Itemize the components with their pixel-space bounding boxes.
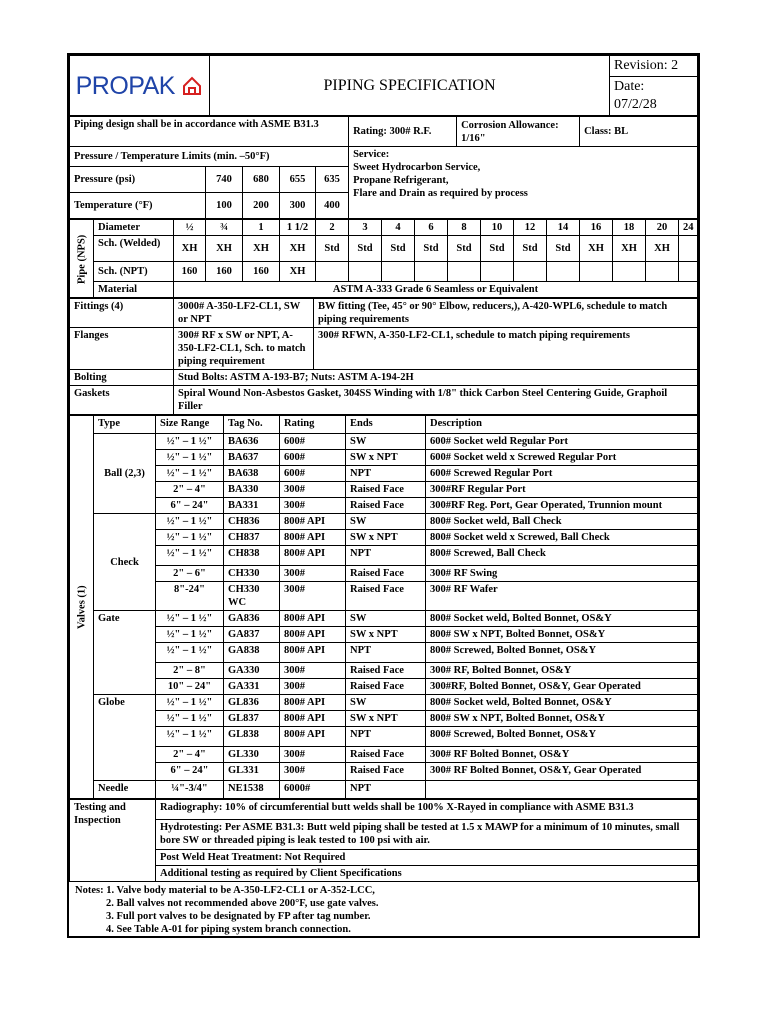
pipe-sch-welded: Std — [349, 236, 382, 262]
valve-ends: Raised Face — [346, 566, 426, 582]
valve-rating: 300# — [280, 747, 346, 763]
valve-tag: BA636 — [224, 434, 280, 450]
valve-row — [70, 582, 698, 611]
fittings-socket: 3000# A-350-LF2-CL1, SW or NPT — [174, 299, 314, 328]
valve-row — [70, 482, 698, 498]
valve-size: ½" – 1 ½" — [156, 695, 224, 711]
valve-description: 300# RF Swing — [426, 566, 698, 582]
valve-row — [70, 546, 698, 566]
valve-description: 800# Socket weld, Ball Check — [426, 514, 698, 530]
valve-ends: NPT — [346, 466, 426, 482]
valve-description: 800# SW x NPT, Bolted Bonnet, OS&Y — [426, 711, 698, 727]
valve-row — [70, 434, 698, 450]
valve-row — [70, 514, 698, 530]
material-label: Material — [94, 282, 174, 298]
pipe-diameter: ½ — [174, 220, 206, 236]
gaskets-value: Spiral Wound Non-Asbestos Gasket, 304SS Winding with 1/8" thick Carbon Steel Centering Guide, Graphoil Filler — [174, 386, 698, 415]
valve-rating: 300# — [280, 663, 346, 679]
valve-description — [426, 781, 698, 799]
testing-item: Additional testing as required by Client Specifications — [156, 866, 698, 882]
valve-ends: Raised Face — [346, 482, 426, 498]
valve-description: 800# Screwed, Ball Check — [426, 546, 698, 566]
valve-tag: GL837 — [224, 711, 280, 727]
pipe-sch-welded: XH — [613, 236, 646, 262]
pressure-value: 655 — [280, 167, 316, 193]
pipe-sch-welded: Std — [316, 236, 349, 262]
logo-text: PROPAK — [75, 71, 175, 100]
valve-description: 300# RF Bolted Bonnet, OS&Y, Gear Operated — [426, 763, 698, 781]
valve-tag: BA638 — [224, 466, 280, 482]
pipe-diameter: 6 — [415, 220, 448, 236]
valve-tag: BA637 — [224, 450, 280, 466]
valve-ends: Raised Face — [346, 679, 426, 695]
valve-type: Globe — [94, 695, 156, 781]
pipe-sch-welded: XH — [174, 236, 206, 262]
valve-row — [70, 530, 698, 546]
pipe-sch-npt — [382, 262, 415, 282]
pipe-sch-welded: Std — [547, 236, 580, 262]
material-value: ASTM A-333 Grade 6 Seamless or Equivalent — [174, 282, 698, 298]
pipe-diameter: 12 — [514, 220, 547, 236]
valve-description: 600# Socket weld x Screwed Regular Port — [426, 450, 698, 466]
valve-row — [70, 627, 698, 643]
valve-rating: 800# API — [280, 727, 346, 747]
pressure-value: 740 — [206, 167, 243, 193]
valve-ends: Raised Face — [346, 663, 426, 679]
valve-description: 800# Socket weld x Screwed, Ball Check — [426, 530, 698, 546]
valve-ends: NPT — [346, 781, 426, 799]
design-note: Piping design shall be in accordance with ASME B31.3 — [70, 117, 349, 147]
valve-description: 800# Screwed, Bolted Bonnet, OS&Y — [426, 727, 698, 747]
valve-description: 800# Socket weld, Bolted Bonnet, OS&Y — [426, 611, 698, 627]
pipe-diameter: 1 1/2 — [280, 220, 316, 236]
temperature-value: 400 — [316, 193, 349, 219]
pipe-diameter: 16 — [580, 220, 613, 236]
valve-type: Ball (2,3) — [94, 434, 156, 514]
gaskets-label: Gaskets — [70, 386, 174, 415]
testing-item: Post Weld Heat Treatment: Not Required — [156, 850, 698, 866]
valve-size: ½" – 1 ½" — [156, 466, 224, 482]
valve-rating: 800# API — [280, 514, 346, 530]
valves-header: Description — [426, 416, 698, 434]
pipe-sch-welded: XH — [580, 236, 613, 262]
valve-row — [70, 711, 698, 727]
pipe-sch-welded: Std — [481, 236, 514, 262]
temperature-value: 100 — [206, 193, 243, 219]
valve-tag: GA330 — [224, 663, 280, 679]
valve-ends: SW x NPT — [346, 627, 426, 643]
pipe-diameter: 1 — [243, 220, 280, 236]
pipe-sch-npt — [349, 262, 382, 282]
temperature-label: Temperature (°F) — [70, 193, 206, 219]
valve-ends: SW x NPT — [346, 450, 426, 466]
valve-size: ½" – 1 ½" — [156, 434, 224, 450]
pipe-sch-npt: 160 — [206, 262, 243, 282]
pipe-diameter: 20 — [646, 220, 679, 236]
valve-size: ½" – 1 ½" — [156, 514, 224, 530]
company-logo — [70, 56, 210, 116]
valve-description: 600# Socket weld Regular Port — [426, 434, 698, 450]
pipe-sch-welded: XH — [243, 236, 280, 262]
pipe-sch-npt — [316, 262, 349, 282]
testing-label: Testing and Inspection — [70, 800, 156, 882]
valve-row — [70, 781, 698, 799]
valve-size: ½" – 1 ½" — [156, 643, 224, 663]
valve-size: 2" – 8" — [156, 663, 224, 679]
spec-sheet — [67, 53, 700, 938]
valve-size: 10" – 24" — [156, 679, 224, 695]
valve-tag: CH837 — [224, 530, 280, 546]
valve-description: 300# RF Bolted Bonnet, OS&Y — [426, 747, 698, 763]
bolting-value: Stud Bolts: ASTM A-193-B7; Nuts: ASTM A-194-2H — [174, 370, 698, 386]
valve-ends: SW — [346, 695, 426, 711]
valve-size: ½" – 1 ½" — [156, 530, 224, 546]
pt-limits: Pressure / Temperature Limits (min. –50°F) — [70, 147, 349, 167]
valve-size: ½" – 1 ½" — [156, 546, 224, 566]
valve-row — [70, 466, 698, 482]
valves-header: Type — [94, 416, 156, 434]
valve-description: 600# Screwed Regular Port — [426, 466, 698, 482]
valve-size: 6" – 24" — [156, 498, 224, 514]
notes — [69, 882, 698, 938]
valve-row — [70, 663, 698, 679]
revision: Revision: 2 — [610, 56, 698, 77]
valve-description: 300#RF Reg. Port, Gear Operated, Trunnion mount — [426, 498, 698, 514]
valve-description: 300#RF Regular Port — [426, 482, 698, 498]
flanges-wn: 300# RFWN, A-350-LF2-CL1, schedule to match piping requirements — [314, 328, 698, 370]
valve-tag: GL836 — [224, 695, 280, 711]
valve-tag: BA331 — [224, 498, 280, 514]
valve-row — [70, 566, 698, 582]
valve-ends: SW — [346, 611, 426, 627]
valve-row — [70, 763, 698, 781]
valve-rating: 300# — [280, 582, 346, 611]
pipe-sch-welded: Std — [415, 236, 448, 262]
temperature-value: 200 — [243, 193, 280, 219]
note-line: 2. Ball valves not recommended above 200°F, use gate valves. — [106, 898, 379, 909]
note-line: Notes: 1. Valve body material to be A-350-LF2-CL1 or A-352-LCC, — [75, 885, 375, 896]
pipe-sch-npt — [448, 262, 481, 282]
valve-rating: 600# — [280, 466, 346, 482]
valve-tag: BA330 — [224, 482, 280, 498]
valve-tag: GL838 — [224, 727, 280, 747]
valves-header: Size Range — [156, 416, 224, 434]
pipe-sch-npt: XH — [280, 262, 316, 282]
pipe-sch-npt — [613, 262, 646, 282]
service-label: Service: — [353, 149, 390, 160]
service — [349, 147, 698, 219]
rating: Rating: 300# R.F. — [349, 117, 457, 147]
pipe-diameter: 10 — [481, 220, 514, 236]
note-line: 4. See Table A-01 for piping system branch connection. — [106, 924, 351, 935]
pipe-diameter: 3 — [349, 220, 382, 236]
pipe-sch-welded: XH — [280, 236, 316, 262]
class: Class: BL — [580, 117, 698, 147]
pressure-value: 635 — [316, 167, 349, 193]
valve-tag: GA837 — [224, 627, 280, 643]
bolting-label: Bolting — [70, 370, 174, 386]
fittings-bw: BW fitting (Tee, 45° or 90° Elbow, reducers,), A-420-WPL6, schedule to match piping requirements — [314, 299, 698, 328]
valve-size: ½" – 1 ½" — [156, 627, 224, 643]
valve-rating: 300# — [280, 679, 346, 695]
valves-group-label: Valves (1) — [70, 416, 94, 799]
pipe-sch-welded: Std — [448, 236, 481, 262]
valves-header: Ends — [346, 416, 426, 434]
valve-type: Check — [94, 514, 156, 611]
valve-rating: 300# — [280, 498, 346, 514]
valves-table — [69, 415, 698, 799]
pipe-diameter: 24 — [679, 220, 698, 236]
valve-size: ¼"-3/4" — [156, 781, 224, 799]
pressure-value: 680 — [243, 167, 280, 193]
valve-tag: GA331 — [224, 679, 280, 695]
diameter-label: Diameter — [94, 220, 174, 236]
date-label: Date: — [614, 79, 645, 94]
pipe-table — [69, 219, 698, 298]
valve-row — [70, 727, 698, 747]
valve-description: 300#RF, Bolted Bonnet, OS&Y, Gear Operated — [426, 679, 698, 695]
note-line: 3. Full port valves to be designated by FP after tag number. — [106, 911, 371, 922]
valve-size: ½" – 1 ½" — [156, 727, 224, 747]
valve-size: ½" – 1 ½" — [156, 450, 224, 466]
valve-rating: 800# API — [280, 643, 346, 663]
pipe-sch-npt — [415, 262, 448, 282]
info-table — [69, 116, 698, 219]
valve-ends: SW x NPT — [346, 530, 426, 546]
valve-ends: Raised Face — [346, 747, 426, 763]
pipe-sch-welded — [679, 236, 698, 262]
valve-description: 800# SW x NPT, Bolted Bonnet, OS&Y — [426, 627, 698, 643]
valve-size: 2" – 4" — [156, 482, 224, 498]
valve-row — [70, 611, 698, 627]
valve-row — [70, 679, 698, 695]
valve-size: 6" – 24" — [156, 763, 224, 781]
logo-icon — [181, 75, 203, 97]
pipe-diameter: 14 — [547, 220, 580, 236]
valve-row — [70, 450, 698, 466]
valve-rating: 300# — [280, 566, 346, 582]
pipe-sch-npt: 160 — [174, 262, 206, 282]
date-value: 07/2/28 — [614, 97, 657, 112]
valve-ends: Raised Face — [346, 582, 426, 611]
components-table — [69, 298, 698, 415]
valve-rating: 800# API — [280, 546, 346, 566]
pipe-sch-npt — [679, 262, 698, 282]
valve-ends: SW — [346, 434, 426, 450]
valve-type: Gate — [94, 611, 156, 695]
pressure-label: Pressure (psi) — [70, 167, 206, 193]
pipe-sch-npt — [481, 262, 514, 282]
testing-table — [69, 799, 698, 882]
pipe-group-label: Pipe (NPS) — [70, 220, 94, 298]
valve-rating: 800# API — [280, 627, 346, 643]
valve-description: 300# RF, Bolted Bonnet, OS&Y — [426, 663, 698, 679]
valve-tag: CH330 — [224, 566, 280, 582]
date-cell — [610, 77, 698, 116]
valve-ends: NPT — [346, 643, 426, 663]
valve-row — [70, 643, 698, 663]
pipe-sch-welded: Std — [382, 236, 415, 262]
valve-ends: Raised Face — [346, 498, 426, 514]
valve-description: 300# RF Wafer — [426, 582, 698, 611]
valve-row — [70, 747, 698, 763]
service-line: Flare and Drain as required by process — [353, 188, 528, 199]
valve-rating: 300# — [280, 763, 346, 781]
valve-size: 2" – 6" — [156, 566, 224, 582]
flanges-socket: 300# RF x SW or NPT, A-350-LF2-CL1, Sch. to match piping requirement — [174, 328, 314, 370]
document-title: PIPING SPECIFICATION — [210, 56, 610, 116]
pipe-diameter: 2 — [316, 220, 349, 236]
testing-item: Radiography: 10% of circumferential butt welds shall be 100% X-Rayed in compliance with ASME B31.3 — [156, 800, 698, 820]
valve-type: Needle — [94, 781, 156, 799]
valve-size: 8"-24" — [156, 582, 224, 611]
header-table — [69, 55, 698, 116]
valve-tag: CH836 — [224, 514, 280, 530]
valve-ends: SW — [346, 514, 426, 530]
pipe-sch-welded: Std — [514, 236, 547, 262]
valve-rating: 600# — [280, 434, 346, 450]
valve-rating: 800# API — [280, 711, 346, 727]
valve-rating: 6000# — [280, 781, 346, 799]
pipe-diameter: 18 — [613, 220, 646, 236]
valve-tag: CH838 — [224, 546, 280, 566]
flanges-label: Flanges — [70, 328, 174, 370]
valve-description: 800# Screwed, Bolted Bonnet, OS&Y — [426, 643, 698, 663]
valve-rating: 800# API — [280, 611, 346, 627]
valve-tag: GA836 — [224, 611, 280, 627]
valve-rating: 800# API — [280, 695, 346, 711]
pipe-sch-npt — [646, 262, 679, 282]
pipe-sch-welded: XH — [646, 236, 679, 262]
valve-size: ½" – 1 ½" — [156, 611, 224, 627]
valves-header: Rating — [280, 416, 346, 434]
pipe-sch-npt — [547, 262, 580, 282]
valve-rating: 600# — [280, 450, 346, 466]
valve-tag: GL331 — [224, 763, 280, 781]
pipe-sch-npt — [580, 262, 613, 282]
valve-row — [70, 498, 698, 514]
valve-ends: Raised Face — [346, 763, 426, 781]
pipe-sch-welded: XH — [206, 236, 243, 262]
service-line: Sweet Hydrocarbon Service, — [353, 162, 481, 173]
valve-size: 2" – 4" — [156, 747, 224, 763]
valve-description: 800# Socket weld, Bolted Bonnet, OS&Y — [426, 695, 698, 711]
valve-tag: GL330 — [224, 747, 280, 763]
valves-header: Tag No. — [224, 416, 280, 434]
pipe-diameter: ¾ — [206, 220, 243, 236]
valve-ends: SW x NPT — [346, 711, 426, 727]
pipe-sch-npt — [514, 262, 547, 282]
pipe-diameter: 8 — [448, 220, 481, 236]
valve-tag: NE1538 — [224, 781, 280, 799]
valve-row — [70, 695, 698, 711]
valve-size: ½" – 1 ½" — [156, 711, 224, 727]
valve-ends: NPT — [346, 727, 426, 747]
valve-tag: CH330 WC — [224, 582, 280, 611]
corrosion-allowance: Corrosion Allowance: 1/16" — [457, 117, 580, 147]
valve-rating: 800# API — [280, 530, 346, 546]
temperature-value: 300 — [280, 193, 316, 219]
testing-item: Hydrotesting: Per ASME B31.3: Butt weld piping shall be tested at 1.5 x MAWP for a minimum of 10 minutes, small bore SW or threaded piping is leak tested to 100 psi with air. — [156, 820, 698, 850]
pipe-diameter: 4 — [382, 220, 415, 236]
sch-npt-label: Sch. (NPT) — [94, 262, 174, 282]
valve-rating: 300# — [280, 482, 346, 498]
fittings-label: Fittings (4) — [70, 299, 174, 328]
valve-tag: GA838 — [224, 643, 280, 663]
valve-ends: NPT — [346, 546, 426, 566]
service-line: Propane Refrigerant, — [353, 175, 449, 186]
sch-welded-label: Sch. (Welded) — [94, 236, 174, 262]
pipe-sch-npt: 160 — [243, 262, 280, 282]
